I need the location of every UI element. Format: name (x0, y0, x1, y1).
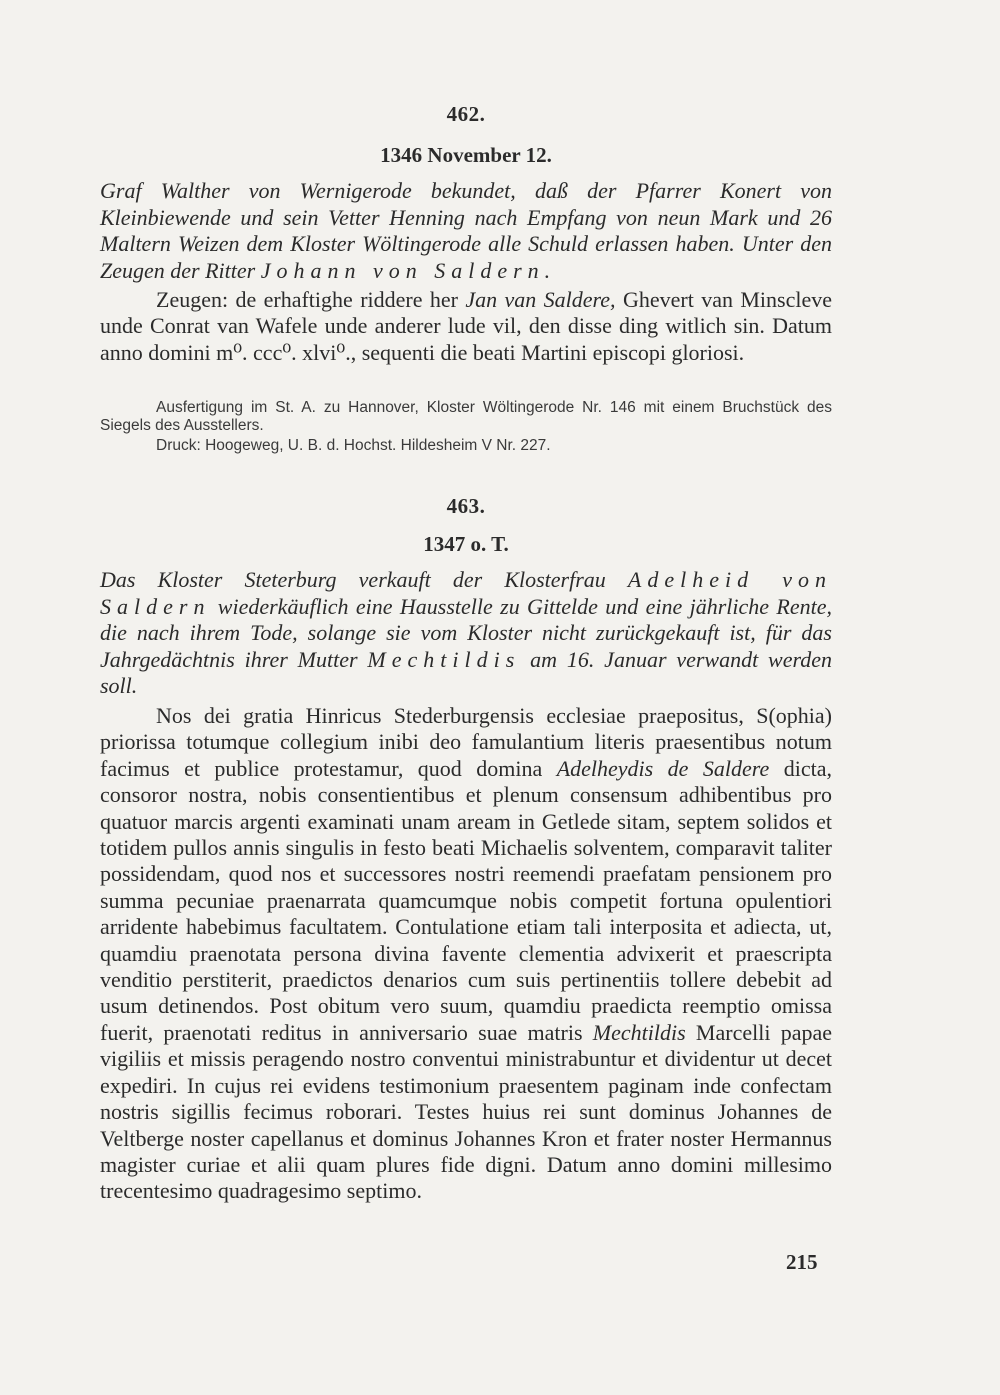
regest-462 (100, 178, 832, 284)
page-number: 215 (786, 1250, 818, 1274)
regest-462-person: Johann von Saldern (260, 257, 545, 283)
text-463-part: Marcelli papae vigiliis et missis peragendo nostro conventui ministrabuntur et dividentur ut decet expediri. In cujus rei evidens testimonium praesentem paginam inde confectam nostris sigillis fecimus roborari. Testes huius rei sunt dominus Johannes de Veltberge noster capellanus et dominus Johannes Kron et frater noster Hermannus magister curiae et alii quam plures fide digni. Datum anno domini millesimo trecentesimo quadragesimo septimo. (100, 1019, 833, 1204)
regest-463-text: wiederkäuflich eine Hausstelle zu Gittelde und eine jährliche Rente, die nach ihrem Tode, solange sie vom Kloster nicht zurückgekauft ist, für das Jahrgedächtnis ihrer Mutter (100, 593, 832, 672)
regest-463 (100, 567, 832, 700)
document-date-463: 1347 o. T. (423, 532, 509, 556)
regest-462-text: Graf Walther von Wernigerode bekundet, daß der Pfarrer Konert von Kleinbiewende und sein Vetter Henning nach Empfang von neun Mark und 26 Maltern Weizen dem Kloster Wöltingerode alle Schuld erlassen haben. Unter den Zeugen der Ritter (100, 178, 832, 283)
text-463-part: dicta, consoror nostra, nobis consentientibus et plenum consensum adhibentibus pro quatuor marcis argenti examinati unam aream in Getlede sitam, septem solidos et totidem pullos annis singulis in festo beati Michaelis solventem, comparavit taliter possidendam, quod nos et successores nostri reemendi praefatam pensionem pro summa pecuniae praenarrata quamcumque nobis competit fortuna opulentiori arridente habebimus facultatem. Contulatione etiam tali interposita et adiecta, ut, quamdiu praenotata persona divina favente clementia advixerit et praescripta venditio perstiterit, praedictos denarios cum suis pertinentiis tollere debebit ad usum detinendos. Post obitum vero suum, quamdiu praedicta reemptio omissa fuerit, praenotati reditus in anniversario suae matris (100, 755, 833, 1045)
text-463-name: Mechtildis (592, 1019, 686, 1045)
document-number-462: 462. (446, 102, 486, 126)
regest-463-text: Das Kloster Steterburg verkauft der Klosterfrau (100, 567, 628, 592)
text-462-name: Jan van Saldere, (465, 287, 616, 312)
text-463 (100, 703, 832, 1205)
regest-462-end: . (544, 257, 551, 283)
text-462-part: Zeugen: de erhaftighe riddere her (156, 287, 466, 312)
regest-463-person: Adelheid von Saldern (100, 567, 832, 619)
document-number-463: 463. (446, 494, 486, 518)
text-462 (100, 287, 832, 366)
text-462-part: Ghevert van Minscleve unde Conrat van Wafele unde anderer lude vil, den disse ding witlich sin. Datum anno domini m⁰. ccc⁰. xlvi⁰., sequenti die beati Martini episcopi gloriosi. (100, 287, 832, 365)
document-date-462: 1346 November 12. (380, 143, 552, 167)
text-463-name: Adelheydis de Saldere (556, 755, 770, 781)
regest-463-mother: Mechtildis (367, 646, 521, 672)
text-463-part: Nos dei gratia Hinricus Stederburgensis ecclesiae praepositus, S(ophia) priorissa totumque collegium inibi deo famulantium literis praesentibus notum facimus et publice protestamur, quod domina (100, 703, 832, 781)
print-note-462: Druck: Hoogeweg, U. B. d. Hochst. Hildesheim V Nr. 227. (156, 437, 551, 454)
regest-463-text: am 16. Januar verwandt werden soll. (100, 646, 832, 698)
source-note-462: Ausfertigung im St. A. zu Hannover, Kloster Wöltingerode Nr. 146 mit einem Bruchstück des Siegels des Ausstellers. (100, 399, 832, 434)
